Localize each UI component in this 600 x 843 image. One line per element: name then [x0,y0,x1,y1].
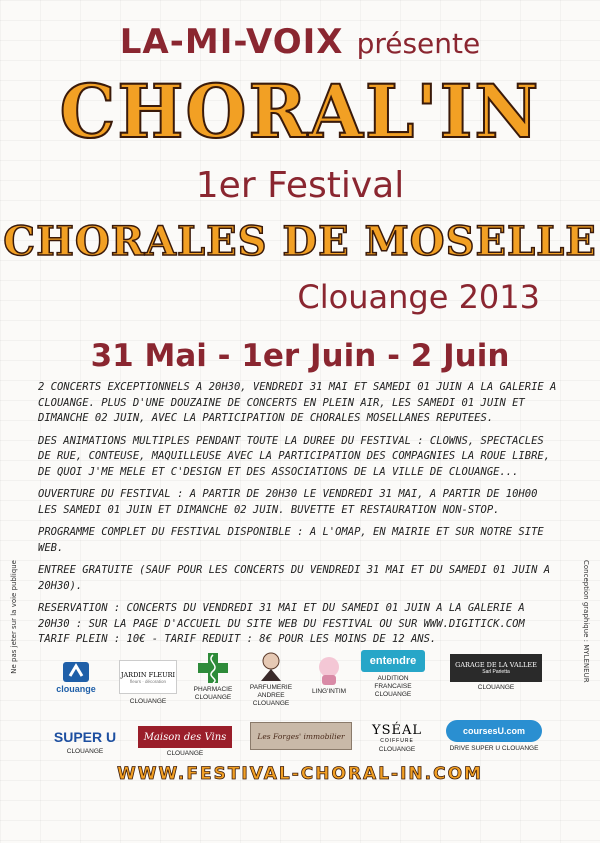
super-u-logo [42,726,128,748]
perfume-bottle-icon [256,651,286,683]
side-note-right: Conception graphique : MYLENEUR [582,560,590,683]
presents-label: présente [356,27,481,60]
jardin-logo-sub: fleurs · décoration [129,678,167,684]
sponsor-courses-u [444,720,544,753]
parfumerie-caption-3: CLOUANGE [252,700,290,707]
entendre-caption-2: FRANCAISE [374,683,412,690]
forges-logo [250,722,352,750]
sponsor-entendre [358,650,428,699]
jardin-caption: CLOUANGE [129,698,167,705]
festival-subtitle: CHORALES DE MOSELLE [3,218,597,265]
super-u-logo-text: SUPER U [53,729,117,745]
sponsor-parfumerie [246,650,296,708]
sponsor-maison-vins [136,726,234,758]
garage-logo [450,654,542,682]
pharmacy-cross-icon [196,651,230,685]
edition-label: 1er Festival [195,165,405,206]
pharmacie-caption-2: CLOUANGE [194,694,232,701]
entendre-logo-text: entendre [369,655,417,667]
yseal-logo-sub: COIFFURE [380,737,414,744]
paragraph-opening: OUVERTURE DU FESTIVAL : A PARTIR DE 20H30 LE VENDREDI 31 MAI, A PARTIR DE 10H00 LES SAMEDI 01 JUIN ET DIMANCHE 02 JUIN. BUVETTE ET RESTAURATION NON-STOP. [38,488,538,516]
paragraph-reservation: RESERVATION : CONCERTS DU VENDREDI 31 MAI ET DU SAMEDI 01 JUIN A LA GALERIE A 20H30 : SUR LA PAGE D'ACCUEIL DU SITE WEB DU FESTIVAL OU SUR WWW.DIGITICK.COM [38,602,525,630]
garage-caption: CLOUANGE [477,684,515,691]
clouange-logo-text: clouange [56,684,96,694]
festival-title: CHORAL'IN [59,67,541,156]
paragraph-program: PROGRAMME COMPLET DU FESTIVAL DISPONIBLE : A L'OMAP, EN MAIRIE ET SUR NOTRE SITE WEB. [38,526,544,554]
paragraph-entry: ENTREE GRATUITE (SAUF POUR LES CONCERTS DU VENDREDI 31 MAI ET DU SAMEDI 01 JUIN A 20H30). [38,564,551,592]
paragraph-pricing: TARIF PLEIN : 10€ - TARIF REDUIT : 8€ POUR LES MOINS DE 12 ANS. [38,633,437,645]
entendre-logo [361,650,425,672]
paragraph-animations: DES ANIMATIONS MULTIPLES PENDANT TOUTE LA DUREE DU FESTIVAL : CLOWNS, SPECTACLES DE RUE, CONTEUSE, MAQUILLEUSE AVEC LA PARTICIPATION DES COMPAGNIES LA ROUE LIBRE, DE QUOI J'ME MELE ET C'DESIGN ET DES ASSOCIATIONS DE LA VILLE DE CLOUANGE... [38,434,551,478]
jardin-fleuri-logo [119,660,177,694]
sponsor-forges [248,722,354,750]
city-year: Clouange 2013 [297,278,540,316]
festival-dates: 31 Mai - 1er Juin - 2 Juin [90,338,510,374]
forges-logo-text: Les Forges' immobilier [257,731,345,741]
side-note-left: Ne pas jeter sur la voie publique [10,560,18,674]
garage-logo-text: GARAGE DE LA VALLEE [455,661,537,669]
paragraph-concerts: 2 CONCERTS EXCEPTIONNELS A 20H30, VENDREDI 31 MAI ET SAMEDI 01 JUIN A LA GALERIE A CLOUANGE. PLUS D'UNE DOUZAINE DE CONCERTS EN PLEIN AIR, LES SAMEDI 01 JUIN ET DIMANCHE 02 JUIN, AVEC LA PARTICIPATION DE CHORALES MOSELLANES REPUTEES. [38,381,557,424]
sponsor-linge [306,654,352,696]
maison-vins-logo-text: Maison des Vins [143,731,227,743]
garage-logo-sub: Sarl Parietta [482,669,510,675]
clouange-logo [51,658,101,696]
entendre-caption-3: CLOUANGE [374,691,412,698]
yseal-logo [367,720,427,746]
entendre-caption-1: AUDITION [377,675,409,682]
sponsor-jardin-fleuri [118,660,178,706]
sponsor-clouange [48,658,104,696]
courses-u-caption: DRIVE SUPER U CLOUANGE [449,745,539,752]
yseal-caption: CLOUANGE [378,746,416,753]
yseal-logo-text: YSÉAL [372,722,422,738]
pharmacie-caption-1: PHARMACIE [193,686,233,693]
linge-logo [314,654,344,688]
header [0,22,600,62]
parfumerie-caption-1: PARFUMERIE [249,684,293,691]
sponsor-garage [448,654,544,692]
festival-website: WWW.FESTIVAL-CHORAL-IN.COM [117,764,483,784]
maison-vins-caption: CLOUANGE [166,750,204,757]
super-u-caption: CLOUANGE [66,748,104,755]
sponsor-yseal [364,720,430,754]
info-body [38,380,558,655]
organizer-name: LA-MI-VOIX [119,22,344,62]
pharmacie-logo [195,650,231,686]
parfumerie-logo [254,650,288,684]
sponsor-super-u [40,726,130,756]
parfumerie-caption-2: ANDREE [257,692,285,699]
linge-caption: LING'INTIM [311,688,347,695]
courses-u-logo-text: coursesU.com [462,726,526,736]
clouange-emblem-icon [61,660,91,684]
jardin-logo-text: JARDIN FLEURI [120,670,176,679]
courses-u-logo [446,720,542,742]
lingerie-icon [316,655,342,687]
maison-vins-logo [138,726,232,748]
sponsor-pharmacie [188,650,238,702]
